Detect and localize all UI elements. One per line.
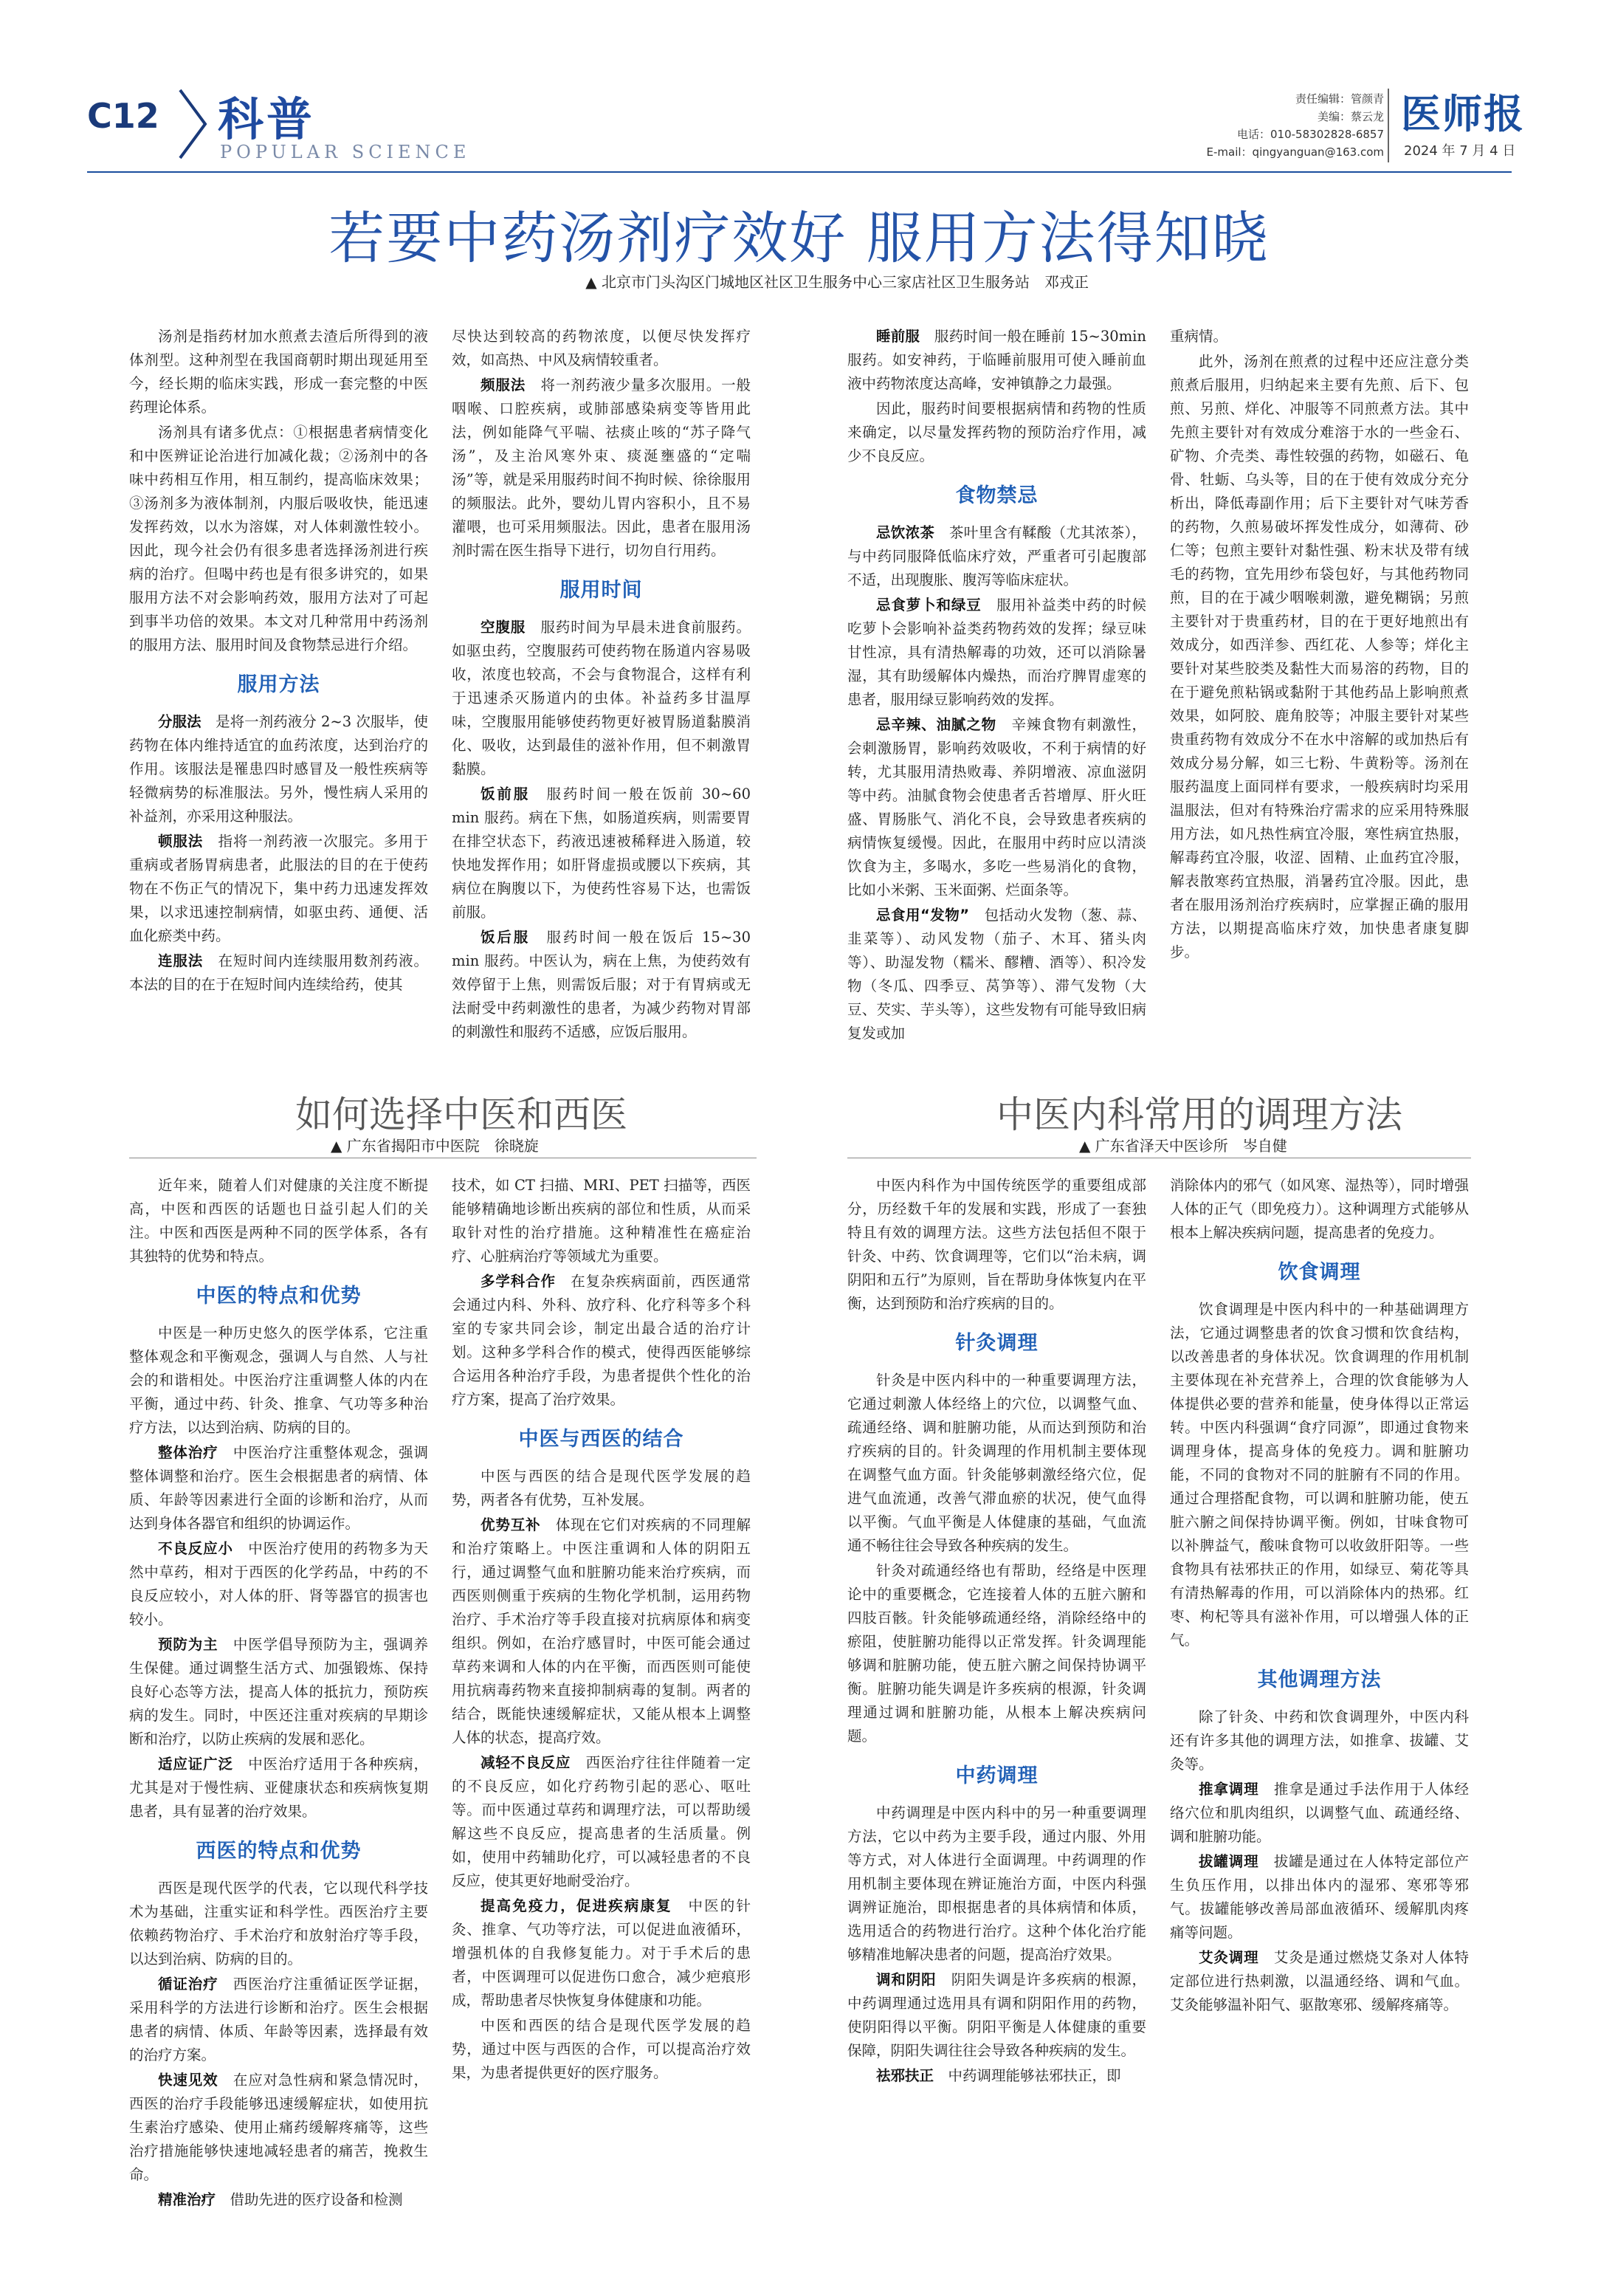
lead-term: 连服法 bbox=[158, 952, 204, 969]
section-heading: 中医的特点和优势 bbox=[196, 1285, 362, 1307]
lead-term: 循证治疗 bbox=[158, 1976, 218, 1993]
paragraph-text: 汤剂是指药材加水煎煮去渣后所得到的液体剂型。这种剂型在我国商朝时期出现延用至今，经长期的临床实践，形成一套完整的中医药理论体系。 bbox=[129, 328, 428, 416]
paragraph-text: 针灸对疏通经络也有帮助，经络是中医理论中的重要概念，它连接着人体的五脏六腑和四肢百骸。针灸能够疏通经络，消除经络中的瘀阻，使脏腑功能得以正常发挥。针灸调理能够调和脏腑功能，使五脏六腑之间保持协调平衡。脏腑功能失调是许多疾病的根源，针灸调理通过调和脏腑功能，从根本上解决疾病问题。 bbox=[847, 1562, 1146, 1745]
paragraph bbox=[452, 1751, 751, 1893]
paragraph-text: 西医治疗注重循证医学证据，采用科学的方法进行诊断和治疗。医生会根据患者的病情、体质、年龄等因素，选择最有效的治疗方案。 bbox=[129, 1976, 428, 2063]
article1-column-2 bbox=[452, 325, 751, 1056]
paragraph bbox=[1170, 350, 1469, 964]
paragraph-text: 在复杂疾病面前，西医通常会通过内科、外科、放疗科、化疗科等多个科室的专家共同会诊，制定出最合适的治疗计划。这种多学科合作的模式，使得西医能够综合运用各种治疗手段，为患者提供个性化的治疗方案，提高了治疗效果。 bbox=[452, 1273, 751, 1408]
paragraph-text: 针灸是中医内科中的一种重要调理方法，它通过刺激人体经络上的穴位，以调整气血、疏通经络、调和脏腑功能，从而达到预防和治疗疾病的目的。针灸调理的作用机制主要体现在调整气血方面。针灸能够刺激经络穴位，促进气血流通，改善气滞血瘀的状况，使气血得以平衡。气血平衡是人体健康的基础，气血流通不畅往往会导致各种疾病的发生。 bbox=[847, 1372, 1146, 1554]
paragraph bbox=[129, 1174, 428, 1268]
paragraph-text: 指将一剂药液一次服完。多用于重病或者肠胃病患者，此服法的目的在于使药物在不伤正气的情况下，集中药力迅速发挥效果，以求迅速控制病情，如驱虫药、通便、活血化瘀类中药。 bbox=[129, 833, 428, 944]
paragraph bbox=[1170, 1778, 1469, 1849]
paragraph bbox=[129, 1321, 428, 1440]
lead-term: 忌饮浓茶 bbox=[876, 524, 935, 541]
paragraph bbox=[452, 1465, 751, 1512]
paragraph bbox=[1170, 325, 1469, 348]
paragraph-text: 将一剂药液少量多次服用。一般咽喉、口腔疾病，或肺部感染病变等皆用此法，例如能降气平喘、祛痰止咳的“苏子降气汤”，及主治风寒外束、痰涎壅盛的“定喘汤”等，就是采用服药时间不拘时候、徐徐服用的频服法。此外，婴幼儿胃内容积小，且不易灌喂，也可采用频服法。因此，患者在服用汤剂时需在医生指导下进行，切勿自行用药。 bbox=[452, 377, 751, 559]
paper-logo: 医师报 bbox=[1401, 91, 1525, 137]
paragraph bbox=[1170, 1946, 1469, 2017]
lead-term: 饭前服 bbox=[481, 786, 531, 802]
section-heading: 食物禁忌 bbox=[955, 484, 1039, 507]
paragraph-text: 中药调理能够祛邪扶正，即 bbox=[948, 2067, 1121, 2084]
paragraph bbox=[129, 325, 428, 419]
designer: 美编：蔡云龙 bbox=[1317, 110, 1384, 123]
paragraph bbox=[847, 2064, 1146, 2088]
article1-column-1 bbox=[129, 325, 428, 1056]
paragraph bbox=[452, 2014, 751, 2085]
paragraph-text: 西医是现代医学的代表，它以现代科学技术为基础，注重实证和科学性。西医治疗主要依赖药物治疗、手术治疗和放射治疗等手段，以达到治病、防病的目的。 bbox=[129, 1880, 428, 1967]
paragraph bbox=[129, 830, 428, 948]
paragraph bbox=[452, 783, 751, 924]
paragraph-text: 是将一剂药液分 2~3 次服毕，使药物在体内维持适宜的血药浓度，达到治疗的作用。该服法是罹患四时感冒及一般性疾病等轻微病势的标准服法。另外，慢性病人采用的补益剂，亦采用这种服法。 bbox=[129, 713, 428, 825]
email: E-mail：qingyanguan@163.com bbox=[1206, 145, 1384, 159]
paragraph bbox=[1170, 1298, 1469, 1652]
paragraph-text: 艾灸是通过燃烧艾条对人体特定部位进行热刺激，以温通经络、调和气血。艾灸能够温补阳气、驱散寒邪、缓解疼痛等。 bbox=[1170, 1949, 1469, 2013]
paragraph-text: 推拿是通过手法作用于人体经络穴位和肌肉组织，以调整气血、疏通经络、调和脏腑功能。 bbox=[1170, 1781, 1469, 1845]
lead-term: 整体治疗 bbox=[158, 1444, 218, 1461]
paragraph bbox=[129, 421, 428, 657]
lead-term: 忌食用“发物” bbox=[876, 907, 970, 924]
paragraph bbox=[129, 1877, 428, 1971]
paragraph bbox=[847, 521, 1146, 592]
paragraph-text: 西医治疗往往伴随着一定的不良反应，如化疗药物引起的恶心、呕吐等。而中医通过草药和调理疗法，可以帮助缓解这些不良反应，提高患者的生活质量。例如，使用中药辅助化疗，可以减轻患者的不良反应，使其更好地耐受治疗。 bbox=[452, 1754, 751, 1889]
lead-term: 频服法 bbox=[481, 377, 526, 393]
article2-byline: ▲ 广东省揭阳市中医院 徐晓旋 bbox=[331, 1137, 539, 1155]
article3-title: 中医内科常用的调理方法 bbox=[996, 1093, 1402, 1136]
article1-column-3 bbox=[847, 325, 1146, 1056]
paragraph-text: 拔罐是通过在人体特定部位产生负压作用，以排出体内的湿邪、寒邪等邪气。拔罐能够改善局部血液循环、缓解肌肉疼痛等问题。 bbox=[1170, 1853, 1469, 1941]
paragraph bbox=[452, 1894, 751, 2013]
article1-title: 若要中药汤剂疗效好 服用方法得知晓 bbox=[328, 205, 1270, 271]
paragraph bbox=[129, 1633, 428, 1751]
paragraph-text: 辛辣食物有刺激性，会刺激肠胃，影响药效吸收，不利于病情的好转，尤其服用清热败毒、养阴增液、凉血滋阴等中药。油腻食物会使患者舌苔增厚、肝火旺盛、胃肠胀气、消化不良，会导致患者疾病的病情恢复缓慢。因此，在服用中药时应以清淡饮食为主，多喝水，多吃一些易消化的食物，比如小米粥、玉米面粥、烂面条等。 bbox=[847, 716, 1146, 898]
paragraph bbox=[129, 949, 428, 997]
paragraph-text: 阴阳失调是许多疾病的根源，中药调理通过选用具有调和阴阳作用的药物，使阴阳得以平衡。阴阳平衡是人体健康的重要保障，阴阳失调往往会导致各种疾病的发生。 bbox=[847, 1971, 1146, 2059]
paragraph bbox=[129, 1973, 428, 2067]
paragraph-text: 中医治疗注重整体观念，强调整体调整和治疗。医生会根据患者的病情、体质、年龄等因素进行全面的诊断和治疗，从而达到身体各器官和组织的协调运作。 bbox=[129, 1444, 428, 1532]
paragraph-text: 包括动火发物（葱、蒜、韭菜等）、动风发物（茄子、木耳、猪头肉等）、助湿发物（糯米、醪糟、酒等）、积冷发物（冬瓜、四季豆、莴笋等）、滞气发物（大豆、芡实、芋头等），这些发物有可能导致旧病复发或加 bbox=[847, 907, 1146, 1042]
lead-term: 拔罐调理 bbox=[1199, 1853, 1259, 1870]
paragraph bbox=[129, 1441, 428, 1536]
paragraph bbox=[847, 713, 1146, 902]
paragraph-text: 借助先进的医疗设备和检测 bbox=[230, 2191, 403, 2208]
paragraph bbox=[1170, 1705, 1469, 1776]
lead-term: 祛邪扶正 bbox=[876, 2067, 934, 2084]
lead-term: 调和阴阳 bbox=[876, 1971, 937, 1988]
section-heading: 西医的特点和优势 bbox=[196, 1840, 362, 1863]
lead-term: 睡前服 bbox=[876, 328, 920, 345]
section-heading: 中药调理 bbox=[955, 1764, 1039, 1787]
lead-term: 提高免疫力，促进疾病康复 bbox=[481, 1897, 672, 1914]
lead-term: 推拿调理 bbox=[1199, 1781, 1259, 1798]
phone: 电话：010-58302828-6857 bbox=[1237, 128, 1384, 141]
paragraph bbox=[847, 1801, 1146, 1967]
paragraph bbox=[129, 1537, 428, 1632]
lead-term: 不良反应小 bbox=[158, 1540, 233, 1557]
lead-term: 多学科合作 bbox=[481, 1273, 556, 1290]
paragraph-text: 消除体内的邪气（如风寒、湿热等），同时增强人体的正气（即免疫力）。这种调理方式能够从根本上解决疾病问题，提高患者的免疫力。 bbox=[1170, 1177, 1469, 1241]
paragraph-text: 饮食调理是中医内科中的一种基础调理方法，它通过调整患者的饮食习惯和饮食结构，以改善患者的身体状况。饮食调理的作用机制主要体现在补充营养上，合理的饮食能够为人体提供必要的营养和能量，使身体得以正常运转。中医内科强调“食疗同源”，即通过食物来调理身体，提高身体的免疫力。调和脏腑功能，不同的食物对不同的脏腑有不同的作用。通过合理搭配食物，可以调和脏腑功能，使五脏六腑之间保持协调平衡。例如，甘味食物可以补脾益气，酸味食物可以收敛肝阳等。一些食物具有祛邪扶正的作用，如绿豆、菊花等具有清热解毒的作用，可以消除体内的热邪。红枣、枸杞等具有滋补作用，可以增强人体的正气。 bbox=[1170, 1301, 1469, 1649]
section-heading: 其他调理方法 bbox=[1257, 1668, 1382, 1691]
paragraph-text: 在短时间内连续服用数剂药液。本法的目的在于在短时间内连续给药，使其 bbox=[129, 952, 428, 993]
paragraph bbox=[452, 1270, 751, 1412]
paragraph bbox=[847, 1174, 1146, 1316]
paragraph-text: 中医治疗适用于各种疾病，尤其是对于慢性病、亚健康状态和疾病恢复期患者，具有显著的治疗效果。 bbox=[129, 1756, 428, 1820]
article2-column-1 bbox=[129, 1174, 428, 2266]
lead-term: 艾灸调理 bbox=[1199, 1949, 1259, 1966]
paragraph-text: 茶叶里含有鞣酸（尤其浓茶），与中药同服降低临床疗效，严重者可引起腹部不适，出现腹胀、腹泻等临床症状。 bbox=[847, 524, 1146, 588]
lead-term: 减轻不良反应 bbox=[481, 1754, 571, 1771]
section-heading: 饮食调理 bbox=[1278, 1261, 1361, 1284]
lead-term: 精准治疗 bbox=[158, 2191, 216, 2208]
header-rule bbox=[87, 171, 1512, 173]
paragraph bbox=[452, 926, 751, 1044]
paragraph bbox=[452, 1513, 751, 1750]
paragraph-text: 服药时间一般在饭后 15~30 min 服药。中医认为，病在上焦，为使药效有效停留于上焦，则需饭后服；对于有胃病或无法耐受中药刺激性的患者，为减少药物对胃部的刺激性和服药不适感，应饭后服用。 bbox=[452, 929, 751, 1040]
article1-byline: ▲ 北京市门头沟区门城地区社区卫生服务中心三家店社区卫生服务站 邓戎正 bbox=[585, 273, 1089, 291]
section-title: 科普 bbox=[218, 92, 316, 146]
paragraph-text: 在应对急性病和紧急情况时，西医的治疗手段能够迅速缓解症状，如使用抗生素治疗感染、使用止痛药缓解疼痛等，这些治疗措施能够快速地减轻患者的痛苦，挽救生命。 bbox=[129, 2072, 428, 2183]
paragraph-text: 中医内科作为中国传统医学的重要组成部分，历经数千年的发展和实践，形成了一套独特且有效的调理方法。这些方法包括但不限于针灸、中药、饮食调理等，它们以“治未病，调阴阳和五行”为原则，旨在帮助身体恢复内在平衡，达到预防和治疗疾病的目的。 bbox=[847, 1177, 1146, 1312]
paragraph bbox=[847, 325, 1146, 396]
paragraph-text: 因此，服药时间要根据病情和药物的性质来确定，以尽量发挥药物的预防治疗作用，减少不良反应。 bbox=[847, 400, 1146, 464]
paragraph-text: 中药调理是中医内科中的另一种重要调理方法，它以中药为主要手段，通过内服、外用等方式，对人体进行全面调理。中药调理的作用机制主要体现在辨证施治方面，中医内科强调辨证施治，即根据患者的具体病情和体质，选用适合的药物进行治疗。这种个体化治疗能够精准地解决患者的问题，提高治疗效果。 bbox=[847, 1804, 1146, 1963]
paragraph-text: 中医的针灸、推拿、气功等疗法，可以促进血液循环，增强机体的自我修复能力。对于手术后的患者，中医调理可以促进伤口愈合，减少疤痕形成，帮助患者尽快恢复身体健康和功能。 bbox=[452, 1897, 751, 2009]
paragraph-text: 中医和西医的结合是现代医学发展的趋势，通过中医与西医的合作，可以提高治疗效果，为患者提供更好的医疗服务。 bbox=[452, 2017, 751, 2081]
section-heading: 服用方法 bbox=[237, 673, 320, 696]
paragraph-text: 服药时间为早晨未进食前服药。如驱虫药，空腹服药可使药物在肠道内容易吸收，浓度也较高，不会与食物混合，这样有利于迅速杀灭肠道内的虫体。补益药多甘温厚味，空腹服用能够使药物更好被胃肠道黏膜消化、吸收，达到最佳的滋补作用，但不刺激胃黏膜。 bbox=[452, 619, 751, 777]
paragraph-text: 此外，汤剂在煎煮的过程中还应注意分类煎煮后服用，归纳起来主要有先煎、后下、包煎、另煎、烊化、冲服等不同煎煮方法。其中先煎主要针对有效成分难溶于水的一些金石、矿物、介壳类、毒性较强的药物，如磁石、龟骨、牡蛎、乌头等，目的在于使有效成分充分析出，降低毒副作用；后下主要针对气味芳香的药物，久煎易破坏挥发性成分，如薄荷、砂仁等；包煎主要针对黏性强、粉末状及带有绒毛的药物，宜先用纱布袋包好，与其他药物同煎，目的在于减少咽喉刺激，避免糊锅；另煎主要针对于贵重药材，目的在于更好地煎出有效成分，如西洋参、西红花、人参等；烊化主要针对某些胶类及黏性大而易溶的药物，目的在于避免煎粘锅或黏附于其他药品上影响煎煮效果，如阿胶、鹿角胶等；冲服主要针对某些贵重药物有效成分不在水中溶解的或加热后有效成分易分解，如三七粉、牛黄粉等。汤剂在服药温度上面同样有要求，一般疾病时均采用温服法，但对有特殊治疗需求的应采用特殊服用方法，如凡热性病宜冷服，寒性病宜热服，解毒药宜冷服，收涩、固精、止血药宜冷服，解表散寒药宜热服，消暑药宜冷服。因此，患者在服用汤剂治疗疾病时，应掌握正确的服用方法，以期提高临床疗效，加快患者康复脚步。 bbox=[1170, 353, 1469, 960]
page-number: C12 bbox=[87, 96, 159, 136]
article1-column-4 bbox=[1170, 325, 1469, 1056]
lead-term: 忌辛辣、油腻之物 bbox=[876, 716, 997, 733]
paragraph bbox=[129, 710, 428, 828]
lead-term: 优势互补 bbox=[481, 1516, 541, 1533]
article3-byline: ▲ 广东省泽天中医诊所 岑自健 bbox=[1079, 1137, 1287, 1155]
paragraph-text: 服用补益类中药的时候吃萝卜会影响补益类药物药效的发挥；绿豆味甘性凉，具有清热解毒的功效，还可以消除暑湿，其有助缓解体内燥热，而治疗脾胃虚寒的患者，服用绿豆影响药效的发挥。 bbox=[847, 597, 1146, 708]
paragraph-text: 尽快达到较高的药物浓度，以便尽快发挥疗效，如高热、中风及病情较重者。 bbox=[452, 328, 751, 368]
header-divider bbox=[1388, 89, 1389, 162]
paragraph bbox=[452, 1174, 751, 1268]
paragraph-text: 服药时间一般在睡前 15~30min 服药。如安神药，于临睡前服用可使入睡前血液中药物浓度达高峰，安神镇静之力最强。 bbox=[847, 328, 1146, 392]
lead-term: 顿服法 bbox=[158, 833, 204, 850]
paragraph bbox=[129, 2188, 428, 2212]
paragraph bbox=[452, 325, 751, 372]
paragraph-text: 重病情。 bbox=[1170, 328, 1228, 345]
paragraph bbox=[847, 1968, 1146, 2063]
section-heading: 中医与西医的结合 bbox=[518, 1428, 684, 1451]
paragraph-text: 中医学倡导预防为主，强调养生保健。通过调整生活方式、加强锻炼、保持良好心态等方法，提高人体的抵抗力，预防疾病的发生。同时，中医还注重对疾病的早期诊断和治疗，以防止疾病的发展和恶化。 bbox=[129, 1636, 428, 1747]
paragraph bbox=[847, 594, 1146, 712]
paragraph-text: 近年来，随着人们对健康的关注度不断提高，中医和西医的话题也日益引起人们的关注。中医和西医是两种不同的医学体系，各有其独特的优势和特点。 bbox=[129, 1177, 428, 1265]
paragraph bbox=[1170, 1850, 1469, 1945]
lead-term: 忌食萝卜和绿豆 bbox=[876, 597, 982, 613]
paragraph bbox=[452, 616, 751, 781]
article2-column-2 bbox=[452, 1174, 751, 2266]
paragraph-text: 中医是一种历史悠久的医学体系，它注重整体观念和平衡观念，强调人与自然、人与社会的和谐相处。中医治疗注重调整人体的内在平衡，通过中药、针灸、推拿、气功等多种治疗方法，以达到治病、防病的目的。 bbox=[129, 1324, 428, 1436]
article2-title: 如何选择中医和西医 bbox=[295, 1093, 627, 1136]
lead-term: 饭后服 bbox=[481, 929, 531, 946]
editor: 责任编辑：管颜青 bbox=[1295, 92, 1384, 106]
paragraph-text: 技术，如 CT 扫描、MRI、PET 扫描等，西医能够精确地诊断出疾病的部位和性质，从而采取针对性的治疗措施。这种精准性在癌症治疗、心脏病治疗等领域尤为重要。 bbox=[452, 1177, 751, 1265]
paragraph bbox=[452, 374, 751, 563]
paragraph bbox=[847, 1559, 1146, 1748]
paragraph bbox=[129, 1753, 428, 1824]
paragraph-text: 服药时间一般在饭前 30~60 min 服药。病在下焦，如肠道疾病，则需要胃在排空状态下，药液迅速被稀释进入肠道，较快地发挥作用；如肝肾虚损或腰以下疾病，其病位在胸腹以下，为使药性容易下达，也需饭前服。 bbox=[452, 786, 751, 921]
section-subtitle: POPULAR SCIENCE bbox=[220, 142, 471, 162]
paragraph bbox=[129, 2069, 428, 2187]
paragraph-text: 体现在它们对疾病的不同理解和治疗策略上。中医注重调和人体的阴阳五行，通过调整气血和脏腑功能来治疗疾病，而西医则侧重于疾病的生物化学机制，运用药物治疗、手术治疗等手段直接对抗病原体和病变组织。例如，在治疗感冒时，中医可能会通过草药来调和人体的内在平衡，而西医则可能使用抗病毒药物来直接抑制病毒的复制。两者的结合，既能快速缓解症状，又能从根本上调整人体的状态，提高疗效。 bbox=[452, 1516, 751, 1746]
section-heading: 针灸调理 bbox=[955, 1332, 1039, 1355]
paragraph-text: 除了针灸、中药和饮食调理外，中医内科还有许多其他的调理方法，如推拿、拔罐、艾灸等。 bbox=[1170, 1708, 1469, 1773]
paragraph bbox=[847, 1369, 1146, 1558]
editor-info bbox=[1207, 90, 1384, 161]
paragraph-text: 中医与西医的结合是现代医学发展的趋势，两者各有优势，互补发展。 bbox=[452, 1468, 751, 1508]
publish-date: 2024 年 7 月 4 日 bbox=[1404, 143, 1516, 159]
paragraph bbox=[1170, 1174, 1469, 1245]
lead-term: 分服法 bbox=[158, 713, 202, 730]
lead-term: 适应证广泛 bbox=[158, 1756, 233, 1773]
paragraph bbox=[847, 397, 1146, 468]
lead-term: 预防为主 bbox=[158, 1636, 218, 1653]
section-heading: 服用时间 bbox=[559, 579, 643, 602]
lead-term: 空腹服 bbox=[481, 619, 526, 636]
chevron-right-icon bbox=[177, 87, 210, 161]
article3-column-2 bbox=[1170, 1174, 1469, 2266]
paragraph-text: 中医治疗使用的药物多为天然中草药，相对于西医的化学药品，中药的不良反应较小，对人体的肝、肾等器官的损害也较小。 bbox=[129, 1540, 428, 1628]
article3-column-1 bbox=[847, 1174, 1146, 2266]
paragraph bbox=[847, 904, 1146, 1045]
paragraph-text: 汤剂具有诸多优点：①根据患者病情变化和中医辨证论治进行加减化裁；②汤剂中的各味中药相互作用，相互制约，提高临床效果；③汤剂多为液体制剂，内服后吸收快，能迅速发挥药效，以水为溶媒，对人体刺激性较小。因此，现今社会仍有很多患者选择汤剂进行疾病的治疗。但喝中药也是有很多讲究的，如果服用方法不对会影响药效，服用方法对了可起到事半功倍的效果。本文对几种常用中药汤剂的服用方法、服用时间及食物禁忌进行介绍。 bbox=[129, 424, 428, 653]
lead-term: 快速见效 bbox=[158, 2072, 218, 2089]
